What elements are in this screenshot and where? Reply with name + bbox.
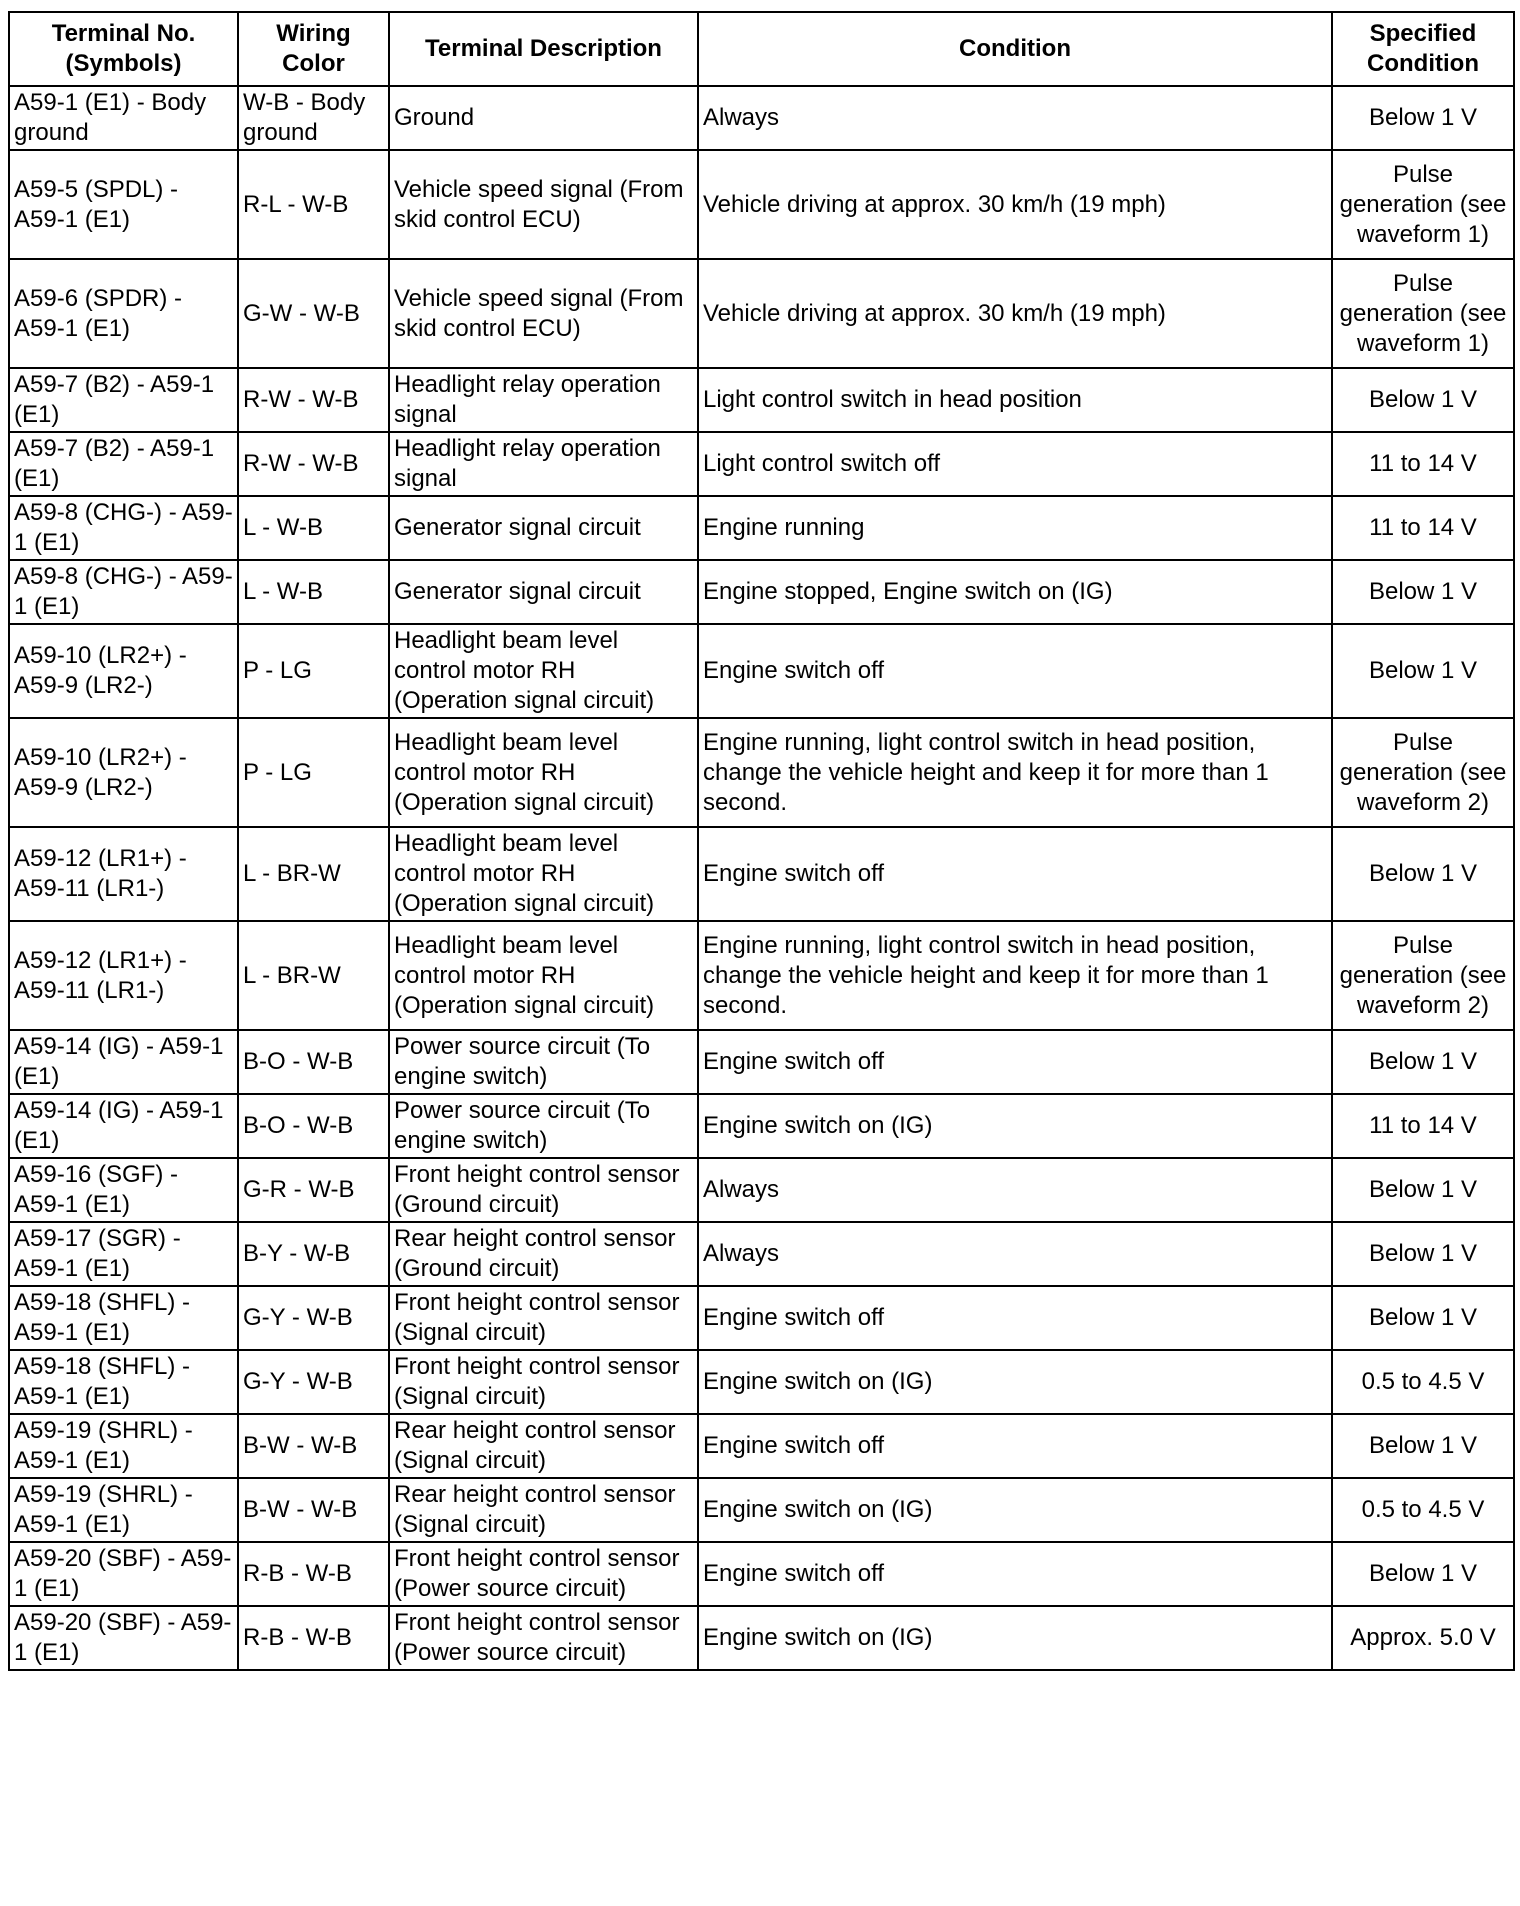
cell-wiring-color: B-O - W-B <box>238 1094 389 1158</box>
cell-wiring-color: G-Y - W-B <box>238 1286 389 1350</box>
cell-specified-condition: 0.5 to 4.5 V <box>1332 1350 1514 1414</box>
cell-specified-condition: Below 1 V <box>1332 1542 1514 1606</box>
cell-terminal: A59-14 (IG) - A59-1 (E1) <box>9 1030 238 1094</box>
cell-terminal-description: Generator signal circuit <box>389 560 698 624</box>
cell-specified-condition: Below 1 V <box>1332 560 1514 624</box>
cell-terminal-description: Headlight beam level control motor RH (Operation signal circuit) <box>389 921 698 1030</box>
cell-terminal-description: Front height control sensor (Ground circuit) <box>389 1158 698 1222</box>
cell-terminal: A59-17 (SGR) - A59-1 (E1) <box>9 1222 238 1286</box>
cell-terminal-description: Rear height control sensor (Ground circuit) <box>389 1222 698 1286</box>
cell-specified-condition: Below 1 V <box>1332 1414 1514 1478</box>
cell-terminal-description: Vehicle speed signal (From skid control ECU) <box>389 259 698 368</box>
cell-specified-condition: Below 1 V <box>1332 368 1514 432</box>
cell-terminal: A59-6 (SPDR) - A59-1 (E1) <box>9 259 238 368</box>
cell-terminal: A59-19 (SHRL) - A59-1 (E1) <box>9 1414 238 1478</box>
cell-terminal: A59-14 (IG) - A59-1 (E1) <box>9 1094 238 1158</box>
cell-wiring-color: L - W-B <box>238 496 389 560</box>
table-row <box>9 718 1514 827</box>
cell-condition: Vehicle driving at approx. 30 km/h (19 mph) <box>698 150 1332 259</box>
cell-terminal-description: Front height control sensor (Power source circuit) <box>389 1606 698 1670</box>
cell-specified-condition: Below 1 V <box>1332 1286 1514 1350</box>
cell-terminal-description: Power source circuit (To engine switch) <box>389 1094 698 1158</box>
header-specified-condition: Specified Condition <box>1332 12 1514 86</box>
cell-terminal: A59-7 (B2) - A59-1 (E1) <box>9 368 238 432</box>
cell-terminal: A59-18 (SHFL) - A59-1 (E1) <box>9 1286 238 1350</box>
table-header-row <box>9 12 1514 86</box>
table-row <box>9 1158 1514 1222</box>
cell-terminal-description: Headlight beam level control motor RH (Operation signal circuit) <box>389 827 698 921</box>
table-row <box>9 560 1514 624</box>
table-row <box>9 1606 1514 1670</box>
cell-wiring-color: B-W - W-B <box>238 1478 389 1542</box>
cell-wiring-color: B-Y - W-B <box>238 1222 389 1286</box>
cell-specified-condition: Below 1 V <box>1332 86 1514 150</box>
header-terminal-description: Terminal Description <box>389 12 698 86</box>
cell-condition: Always <box>698 1158 1332 1222</box>
cell-terminal-description: Vehicle speed signal (From skid control ECU) <box>389 150 698 259</box>
cell-terminal-description: Rear height control sensor (Signal circuit) <box>389 1478 698 1542</box>
cell-wiring-color: L - W-B <box>238 560 389 624</box>
cell-specified-condition: Pulse generation (see waveform 2) <box>1332 921 1514 1030</box>
cell-specified-condition: 11 to 14 V <box>1332 1094 1514 1158</box>
cell-terminal-description: Headlight beam level control motor RH (Operation signal circuit) <box>389 718 698 827</box>
cell-terminal-description: Front height control sensor (Power source circuit) <box>389 1542 698 1606</box>
cell-condition: Engine running, light control switch in head position, change the vehicle height and keep it for more than 1 second. <box>698 718 1332 827</box>
cell-wiring-color: B-W - W-B <box>238 1414 389 1478</box>
cell-condition: Engine switch off <box>698 1414 1332 1478</box>
cell-specified-condition: 11 to 14 V <box>1332 496 1514 560</box>
table-row <box>9 86 1514 150</box>
cell-specified-condition: 11 to 14 V <box>1332 432 1514 496</box>
cell-condition: Vehicle driving at approx. 30 km/h (19 mph) <box>698 259 1332 368</box>
cell-condition: Light control switch in head position <box>698 368 1332 432</box>
cell-condition: Engine switch off <box>698 624 1332 718</box>
cell-wiring-color: G-R - W-B <box>238 1158 389 1222</box>
cell-condition: Engine switch on (IG) <box>698 1350 1332 1414</box>
cell-terminal: A59-7 (B2) - A59-1 (E1) <box>9 432 238 496</box>
cell-specified-condition: Below 1 V <box>1332 1222 1514 1286</box>
cell-terminal: A59-20 (SBF) - A59-1 (E1) <box>9 1606 238 1670</box>
table-row <box>9 259 1514 368</box>
cell-terminal: A59-8 (CHG-) - A59-1 (E1) <box>9 496 238 560</box>
cell-condition: Always <box>698 86 1332 150</box>
cell-condition: Engine switch off <box>698 827 1332 921</box>
cell-specified-condition: Pulse generation (see waveform 1) <box>1332 150 1514 259</box>
cell-terminal-description: Headlight relay operation signal <box>389 368 698 432</box>
cell-condition: Engine switch on (IG) <box>698 1094 1332 1158</box>
cell-wiring-color: B-O - W-B <box>238 1030 389 1094</box>
cell-condition: Engine switch off <box>698 1542 1332 1606</box>
table-row <box>9 921 1514 1030</box>
cell-wiring-color: R-L - W-B <box>238 150 389 259</box>
cell-specified-condition: Below 1 V <box>1332 1030 1514 1094</box>
cell-wiring-color: P - LG <box>238 624 389 718</box>
cell-wiring-color: G-W - W-B <box>238 259 389 368</box>
table-row <box>9 624 1514 718</box>
cell-wiring-color: R-B - W-B <box>238 1606 389 1670</box>
table-row <box>9 496 1514 560</box>
cell-terminal: A59-18 (SHFL) - A59-1 (E1) <box>9 1350 238 1414</box>
cell-condition: Engine switch on (IG) <box>698 1478 1332 1542</box>
cell-condition: Engine switch off <box>698 1286 1332 1350</box>
cell-specified-condition: Below 1 V <box>1332 827 1514 921</box>
cell-terminal-description: Rear height control sensor (Signal circuit) <box>389 1414 698 1478</box>
table-row <box>9 1094 1514 1158</box>
cell-wiring-color: R-W - W-B <box>238 432 389 496</box>
cell-terminal: A59-12 (LR1+) - A59-11 (LR1-) <box>9 827 238 921</box>
cell-terminal-description: Front height control sensor (Signal circuit) <box>389 1286 698 1350</box>
cell-condition: Engine running <box>698 496 1332 560</box>
table-row <box>9 1030 1514 1094</box>
cell-wiring-color: R-W - W-B <box>238 368 389 432</box>
cell-wiring-color: R-B - W-B <box>238 1542 389 1606</box>
table-row <box>9 1542 1514 1606</box>
cell-specified-condition: Approx. 5.0 V <box>1332 1606 1514 1670</box>
cell-wiring-color: G-Y - W-B <box>238 1350 389 1414</box>
table-row <box>9 827 1514 921</box>
header-wiring-color: Wiring Color <box>238 12 389 86</box>
table-row <box>9 1286 1514 1350</box>
cell-condition: Light control switch off <box>698 432 1332 496</box>
table-row <box>9 150 1514 259</box>
table-row <box>9 1350 1514 1414</box>
cell-wiring-color: L - BR-W <box>238 827 389 921</box>
cell-specified-condition: 0.5 to 4.5 V <box>1332 1478 1514 1542</box>
terminal-table <box>8 11 1515 1671</box>
cell-terminal: A59-16 (SGF) - A59-1 (E1) <box>9 1158 238 1222</box>
table-row <box>9 368 1514 432</box>
cell-condition: Engine switch off <box>698 1030 1332 1094</box>
cell-wiring-color: L - BR-W <box>238 921 389 1030</box>
cell-terminal-description: Ground <box>389 86 698 150</box>
cell-terminal: A59-5 (SPDL) - A59-1 (E1) <box>9 150 238 259</box>
cell-terminal: A59-19 (SHRL) - A59-1 (E1) <box>9 1478 238 1542</box>
cell-wiring-color: P - LG <box>238 718 389 827</box>
table-row <box>9 432 1514 496</box>
cell-terminal-description: Headlight relay operation signal <box>389 432 698 496</box>
table-body <box>9 86 1514 1670</box>
cell-condition: Engine running, light control switch in head position, change the vehicle height and keep it for more than 1 second. <box>698 921 1332 1030</box>
table-row <box>9 1478 1514 1542</box>
cell-terminal: A59-12 (LR1+) - A59-11 (LR1-) <box>9 921 238 1030</box>
table-row <box>9 1222 1514 1286</box>
cell-terminal-description: Generator signal circuit <box>389 496 698 560</box>
cell-terminal: A59-10 (LR2+) - A59-9 (LR2-) <box>9 718 238 827</box>
cell-terminal-description: Power source circuit (To engine switch) <box>389 1030 698 1094</box>
table-row <box>9 1414 1514 1478</box>
header-terminal-no: Terminal No. (Symbols) <box>9 12 238 86</box>
cell-terminal: A59-1 (E1) - Body ground <box>9 86 238 150</box>
header-condition: Condition <box>698 12 1332 86</box>
cell-specified-condition: Below 1 V <box>1332 624 1514 718</box>
cell-wiring-color: W-B - Body ground <box>238 86 389 150</box>
cell-condition: Engine switch on (IG) <box>698 1606 1332 1670</box>
cell-condition: Always <box>698 1222 1332 1286</box>
cell-specified-condition: Pulse generation (see waveform 1) <box>1332 259 1514 368</box>
cell-terminal: A59-20 (SBF) - A59-1 (E1) <box>9 1542 238 1606</box>
cell-terminal: A59-8 (CHG-) - A59-1 (E1) <box>9 560 238 624</box>
cell-terminal: A59-10 (LR2+) - A59-9 (LR2-) <box>9 624 238 718</box>
cell-terminal-description: Headlight beam level control motor RH (Operation signal circuit) <box>389 624 698 718</box>
cell-terminal-description: Front height control sensor (Signal circuit) <box>389 1350 698 1414</box>
cell-specified-condition: Below 1 V <box>1332 1158 1514 1222</box>
cell-specified-condition: Pulse generation (see waveform 2) <box>1332 718 1514 827</box>
cell-condition: Engine stopped, Engine switch on (IG) <box>698 560 1332 624</box>
